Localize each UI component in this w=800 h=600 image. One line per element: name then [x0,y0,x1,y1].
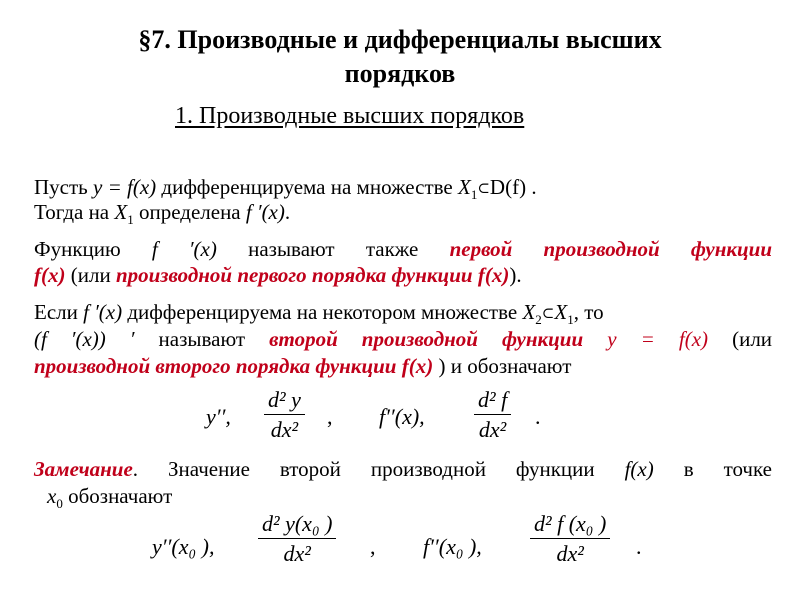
text: . [284,200,291,224]
text: (или [65,263,116,287]
paragraph-3-line-2 [34,326,772,352]
subset-symbol: ⊂ [541,306,555,322]
highlighted-term: первой производной функции [449,237,773,261]
text: Если [34,300,84,324]
fraction-denominator: dx² [270,417,299,442]
formula-1-f-double-prime: f′′(x), [379,404,425,429]
text: Тогда на [34,200,115,224]
formula-1-y-double-prime: y′′, [206,404,231,429]
text: ) и обозначают [433,354,572,378]
function-expression: f(x) [624,457,654,481]
title-line-1: §7. Производные и дифференциалы высших [138,25,662,54]
paragraph-1-line-2 [34,199,290,233]
formula-2-separator: , [370,534,376,559]
text: , то [573,300,604,324]
paragraph-2-line-1 [34,236,772,262]
set-symbol: X [458,175,471,199]
fraction-denominator: dx² [283,541,311,566]
remark-line-2 [47,483,172,517]
derivative-expression: f ′(x) [151,237,217,261]
text: называют [158,327,246,351]
highlighted-term: f(x) [34,263,66,287]
formula-2-period: . [636,534,642,559]
set-symbol: X [114,200,128,224]
fraction-numerator: d² f (x₀ ) [530,510,610,539]
derivative-expression: f ′(x) [245,200,285,224]
fraction-denominator: dx² [556,541,584,566]
subset-symbol: ⊂ [477,181,490,197]
text: определена [133,200,246,224]
text: Функцию [34,237,121,261]
page-title-continued [0,58,800,90]
text: (или [732,327,773,351]
fraction-numerator: d² f [474,386,511,415]
set-symbol: X [522,300,536,324]
text: . [526,175,537,199]
second-derivative-expression: (f ′(x)) ′ [34,327,135,351]
fraction-numerator: d² y [264,386,305,415]
title-line-2: порядков [344,59,456,88]
paragraph-2-line-2 [34,262,522,288]
formula-2-fraction-y [258,510,336,569]
text: . Значение второй производной функции [132,457,625,481]
subscript: 1 [470,187,478,203]
highlighted-term: второй производной функции [269,327,584,351]
text: дифференцируема на множестве [156,175,458,199]
page-title [0,24,800,56]
domain-expression: D(f) [489,175,527,199]
formula-1-separator: , [327,404,333,429]
highlighted-term: производной второго порядка функции f(x) [34,354,434,378]
text: в точке [653,457,772,481]
remark-label: Замечание [34,457,133,481]
point-symbol: x [47,484,57,508]
formula-2-f-double-prime-at-x0: f′′(x₀ ), [423,534,482,559]
text: также [365,237,419,261]
formula-2-fraction-f [530,510,610,569]
derivative-expression: f ′(x) [83,300,123,324]
highlighted-function: y = f(x) [607,327,709,351]
highlighted-term: производной первого порядка функции f(x) [115,263,510,287]
section-subtitle: 1. Производные высших порядков [175,103,525,129]
text: ). [509,263,522,287]
subscript: 0 [56,496,63,512]
formula-1-fraction-f [474,386,511,445]
formula-1-period: . [535,404,541,429]
text: дифференцируема на некотором множестве [122,300,523,324]
formula-2-y-double-prime-at-x0: y′′(x₀ ), [152,534,215,559]
function-expression: y = f(x) [93,175,157,199]
formula-1-fraction-y [264,386,305,445]
subscript: 1 [567,312,574,328]
remark-line-1 [34,456,772,482]
fraction-numerator: d² y(x₀ ) [258,510,336,539]
text: обозначают [62,484,173,508]
text: называют [248,237,335,261]
text: Пусть [34,175,93,199]
set-symbol: X [554,300,568,324]
subscript: 1 [127,212,134,228]
fraction-denominator: dx² [478,417,507,442]
paragraph-3-line-3 [34,353,571,379]
subscript: 2 [535,312,542,328]
